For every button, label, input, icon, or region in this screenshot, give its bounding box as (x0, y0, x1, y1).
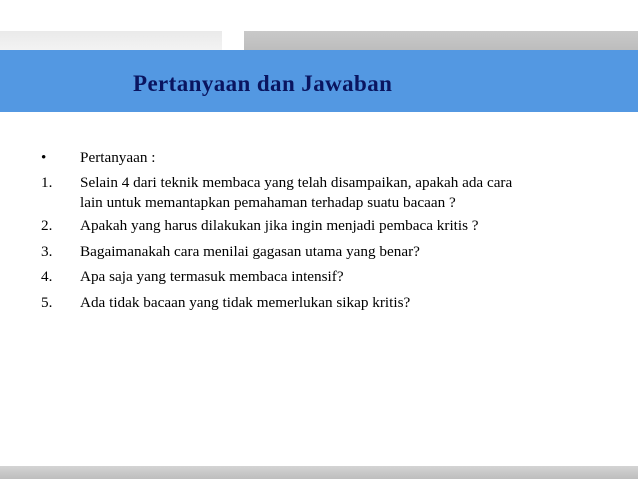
question-number: 1. (41, 174, 53, 191)
question-text: Selain 4 dari teknik membaca yang telah disampaikan, apakah ada cara (80, 174, 513, 191)
question-text: Ada tidak bacaan yang tidak memerlukan sikap kritis? (80, 294, 411, 311)
question-text: Apakah yang harus dilakukan jika ingin menjadi pembaca kritis ? (80, 217, 479, 234)
question-text: Apa saja yang termasuk membaca intensif? (80, 268, 344, 285)
slide-title: Pertanyaan dan Jawaban (133, 71, 393, 96)
question-number: 5. (41, 294, 53, 311)
question-text-continued: lain untuk memantapkan pemahaman terhadap suatu bacaan ? (80, 194, 456, 211)
question-number: 4. (41, 268, 53, 285)
bullet-text: Pertanyaan : (80, 149, 156, 166)
bottom-decor-bar (0, 466, 638, 479)
question-number: 2. (41, 217, 53, 234)
bullet-icon: • (41, 149, 47, 166)
question-text: Bagaimanakah cara menilai gagasan utama yang benar? (80, 243, 420, 260)
question-number: 3. (41, 243, 53, 260)
